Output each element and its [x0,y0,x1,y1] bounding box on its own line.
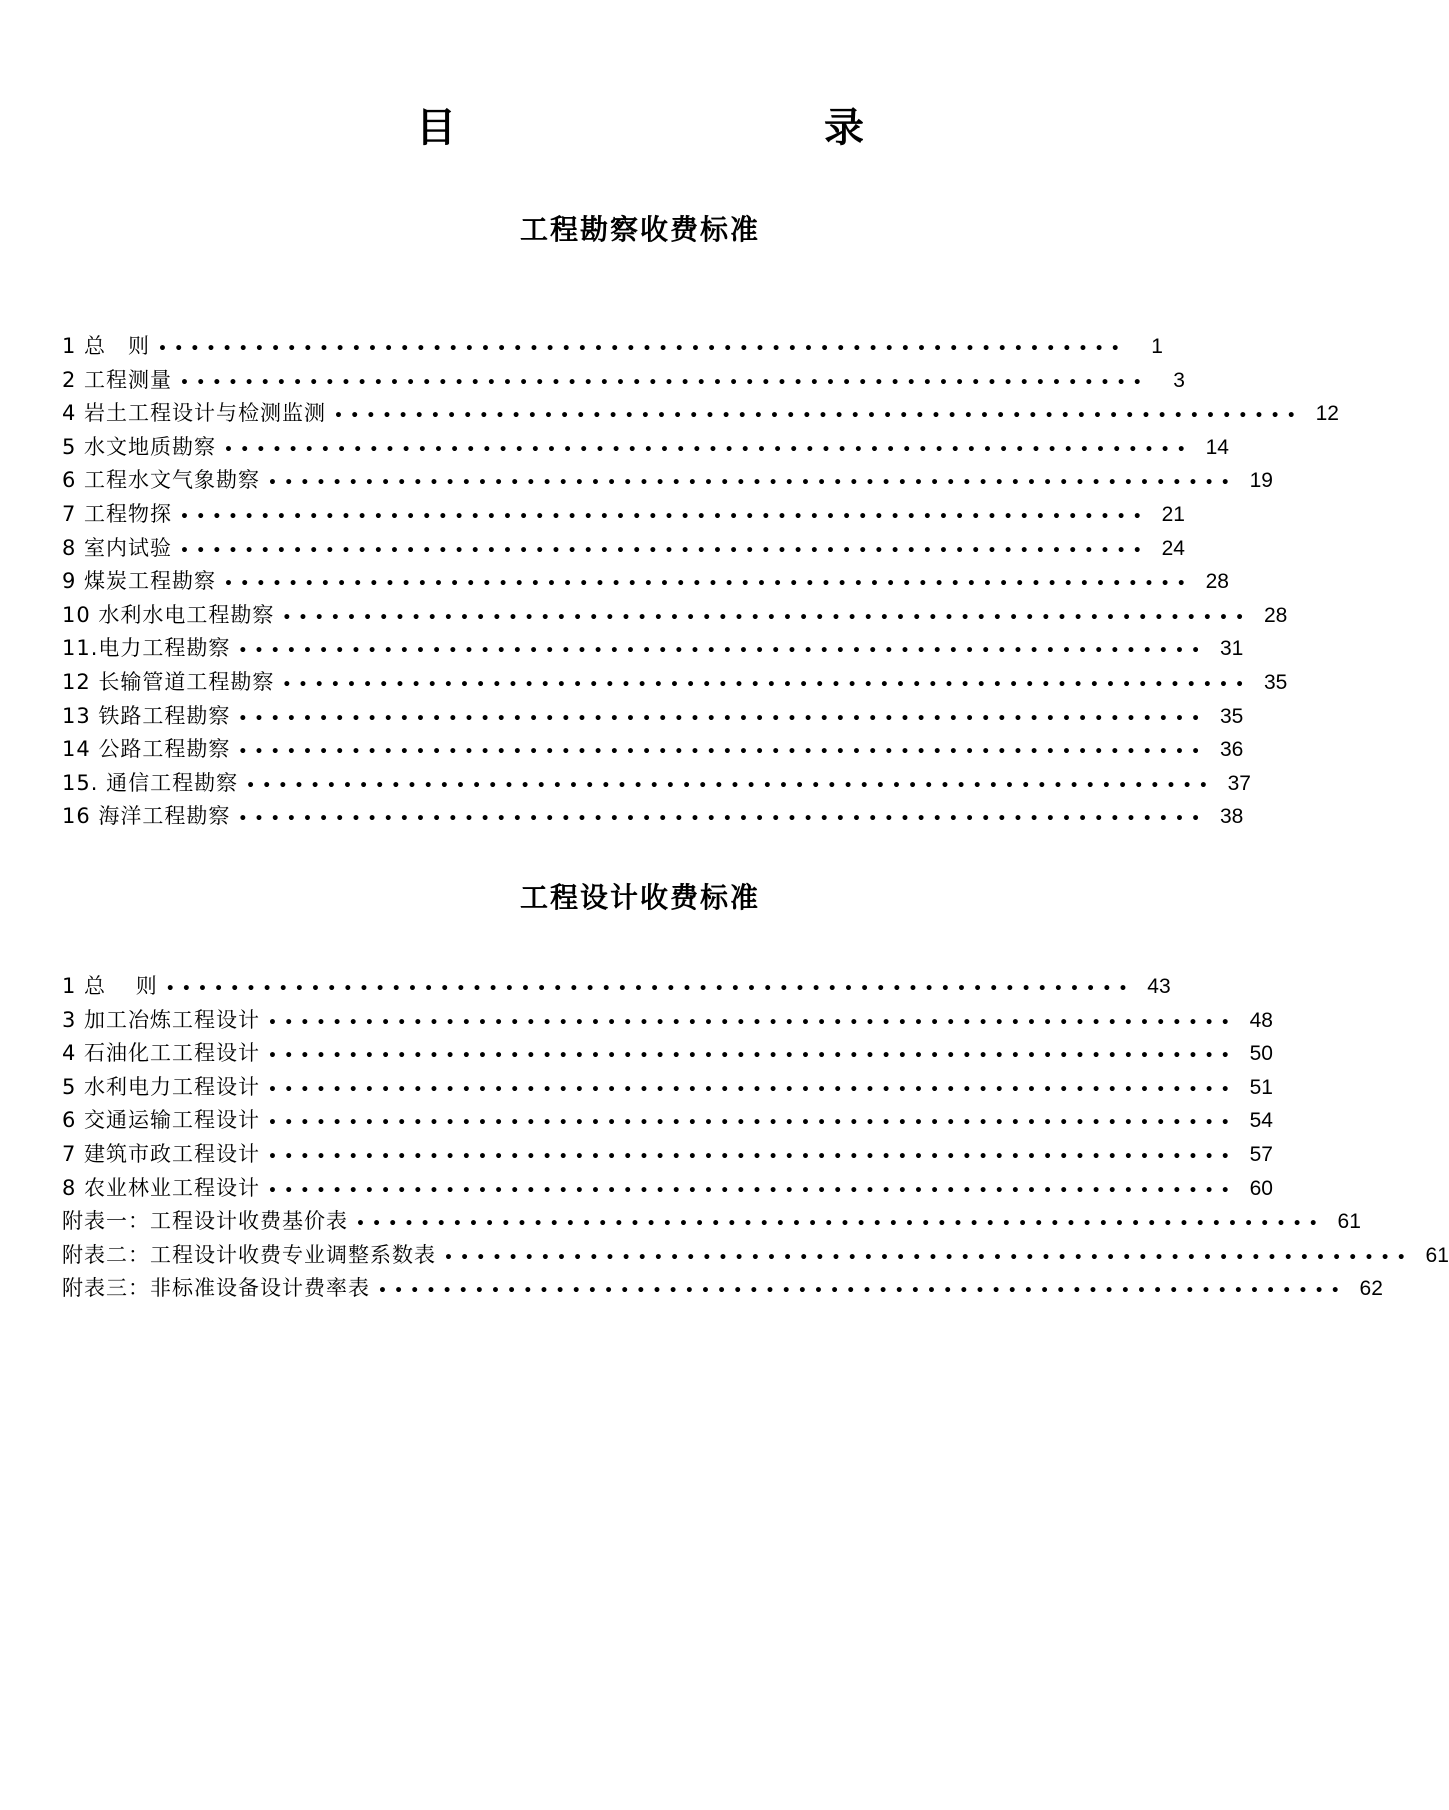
toc-entry[interactable] [62,767,1251,801]
toc-entry[interactable] [62,632,1244,666]
toc-leader-dots: •••••••••••••••••••••••••••••••••••••••••••••••••••••••••••• [180,374,1149,391]
toc-entry[interactable] [62,397,1339,431]
toc-entry-page-number: 51 [1249,1075,1273,1099]
toc-leader-dots: •••••••••••••••••••••••••••••••••••••••••••••••••••••••••••• [444,1249,1413,1266]
toc-entry-label: 8 室内试验 [62,535,173,560]
toc-leader-dots: •••••••••••••••••••••••••••••••••••••••••••••••••••••••••••• [224,576,1193,593]
toc-leader-dots: •••••••••••••••••••••••••••••••••••••••••••••••••••••••••••• [356,1216,1325,1233]
toc-leader-dots: •••••••••••••••••••••••••••••••••••••••••••••••••••••••••••• [238,811,1208,828]
toc-leader-dots: •••••••••••••••••••••••••••••••••••••••••••••••••••••••••••• [268,1081,1237,1098]
toc-entry-label: 2 工程测量 [62,367,173,392]
toc-entry[interactable] [62,464,1273,498]
toc-leader-dots: •••••••••••••••••••••••••••••••••••••••••••••••••••••••••••• [238,710,1208,727]
toc-entry[interactable] [62,1004,1273,1038]
toc-leader-dots: •••••••••••••••••••••••••••••••••••••••••••••••••••••••••••• [268,1115,1237,1132]
toc-leader-dots: •••••••••••••••••••••••••••••••••••••••••••••••••••••••••••• [224,441,1193,458]
toc-leader-dots: •••••••••••••••••••••••••••••••••••••••••••••••••••••••••••• [268,1182,1237,1199]
toc-entry[interactable] [62,970,1171,1004]
toc-entry-label: 12 长输管道工程勘察 [62,669,275,694]
toc-entry[interactable] [62,1239,1449,1273]
toc-entry[interactable] [62,599,1288,633]
toc-entry[interactable] [62,431,1229,465]
toc-entry-label: 3 加工冶炼工程设计 [62,1007,261,1032]
toc-leader-dots: •••••••••••••••••••••••••••••••••••••••••••••••••••••••••••• [268,1148,1237,1165]
toc-leader-dots: •••••••••••••••••••••••••••••••••••••••••••••••••••••••••••• [268,475,1237,492]
toc-entry[interactable] [62,733,1244,767]
toc-entry-page-number: 35 [1263,670,1288,694]
toc-entry[interactable] [62,1104,1273,1138]
toc-entry[interactable] [62,1037,1273,1071]
toc-list-survey [62,330,1339,834]
page-title: 目 录 [416,105,960,151]
toc-entry-label: 6 交通运输工程设计 [62,1108,261,1133]
toc-entry[interactable] [62,666,1288,700]
toc-entry-label: 5 水利电力工程设计 [62,1074,261,1099]
toc-entry-page-number: 35 [1219,704,1244,728]
section-title-survey: 工程勘察收费标准 [519,213,760,246]
toc-entry-page-number: 1 [1151,335,1163,358]
toc-leader-dots: •••••••••••••••••••••••••••••••••••••••••••••••••••••••••••• [268,1048,1237,1065]
toc-leader-dots: •••••••••••••••••••••••••••••••••••••••••••••••••••••••••••• [282,609,1252,626]
toc-entry[interactable] [62,1071,1273,1105]
toc-entry-label: 附表二：工程设计收费专业调整系数表 [62,1242,436,1267]
toc-entry-label: 附表一：工程设计收费基价表 [62,1209,348,1234]
toc-entry-label: 附表三：非标准设备设计费率表 [62,1276,370,1301]
toc-entry[interactable] [62,1272,1383,1306]
toc-entry[interactable] [62,700,1244,734]
toc-leader-dots: •••••••••••••••••••••••••••••••••••••••••••••••••••••••••••• [158,341,1127,357]
toc-entry-page-number: 36 [1219,738,1244,762]
toc-entry-label: 1 总 则 [62,334,151,358]
toc-leader-dots: •••••••••••••••••••••••••••••••••••••••••••••••••••••••••••• [378,1283,1347,1300]
toc-entry-page-number: 3 [1173,368,1185,392]
toc-entry-page-number: 12 [1315,402,1339,426]
toc-entry-page-number: 50 [1249,1042,1273,1066]
toc-entry-page-number: 62 [1359,1277,1383,1301]
toc-entry-label: 9 煤炭工程勘察 [62,569,217,594]
toc-entry-label: 11.电力工程勘察 [62,636,231,661]
toc-entry-page-number: 21 [1161,502,1185,526]
toc-leader-dots: •••••••••••••••••••••••••••••••••••••••••••••••••••••••••••• [246,777,1215,794]
toc-leader-dots: •••••••••••••••••••••••••••••••••••••••••••••••••••••••••••• [180,542,1149,559]
section-title-design: 工程设计收费标准 [519,881,760,914]
toc-entry-label: 1 总 则 [62,974,158,998]
toc-entry-page-number: 54 [1249,1109,1273,1133]
toc-entry-page-number: 19 [1249,469,1273,493]
toc-entry-page-number: 48 [1249,1008,1273,1032]
toc-entry-page-number: 28 [1205,570,1229,594]
toc-entry-label: 13 铁路工程勘察 [62,703,231,728]
toc-entry-label: 15. 通信工程勘察 [62,770,239,795]
toc-entry[interactable] [62,1138,1273,1172]
toc-leader-dots: •••••••••••••••••••••••••••••••••••••••••••••••••••••••••••• [238,643,1208,660]
toc-entry-page-number: 38 [1219,805,1244,829]
toc-leader-dots: •••••••••••••••••••••••••••••••••••••••••••••••••••••••••••• [268,1014,1237,1031]
toc-entry-label: 7 工程物探 [62,501,173,526]
toc-entry[interactable] [62,364,1185,398]
toc-entry-label: 4 岩土工程设计与检测监测 [62,401,327,426]
toc-entry-label: 4 石油化工工程设计 [62,1041,261,1066]
toc-entry-page-number: 14 [1205,435,1229,459]
toc-entry-page-number: 60 [1249,1176,1273,1200]
toc-list-design [62,970,1449,1306]
toc-leader-dots: •••••••••••••••••••••••••••••••••••••••••••••••••••••••••••• [282,676,1252,693]
toc-entry-page-number: 28 [1263,603,1288,627]
toc-entry-label: 6 工程水文气象勘察 [62,468,261,493]
toc-entry-page-number: 43 [1147,975,1171,998]
toc-entry-label: 8 农业林业工程设计 [62,1175,261,1200]
toc-entry-label: 14 公路工程勘察 [62,737,231,762]
toc-leader-dots: •••••••••••••••••••••••••••••••••••••••••••••••••••••••••••• [334,408,1303,425]
toc-leader-dots: •••••••••••••••••••••••••••••••••••••••••••••••••••••••••••• [165,981,1135,997]
toc-entry[interactable] [62,1205,1361,1239]
toc-entry-label: 16 海洋工程勘察 [62,804,231,829]
toc-entry[interactable] [62,498,1185,532]
toc-entry-page-number: 57 [1249,1142,1273,1166]
toc-entry-label: 7 建筑市政工程设计 [62,1141,261,1166]
toc-entry[interactable] [62,800,1244,834]
toc-leader-dots: •••••••••••••••••••••••••••••••••••••••••••••••••••••••••••• [238,744,1208,761]
toc-entry[interactable] [62,330,1163,364]
toc-entry-page-number: 37 [1227,771,1251,795]
toc-entry-page-number: 61 [1425,1243,1449,1267]
toc-entry-label: 10 水利水电工程勘察 [62,602,275,627]
toc-entry-page-number: 24 [1161,536,1185,560]
toc-entry[interactable] [62,532,1185,566]
toc-entry-label: 5 水文地质勘察 [62,434,217,459]
toc-leader-dots: •••••••••••••••••••••••••••••••••••••••••••••••••••••••••••• [180,508,1149,525]
toc-entry-page-number: 61 [1337,1210,1361,1234]
toc-entry-page-number: 31 [1219,637,1244,661]
toc-entry[interactable] [62,1172,1273,1206]
toc-entry[interactable] [62,565,1229,599]
